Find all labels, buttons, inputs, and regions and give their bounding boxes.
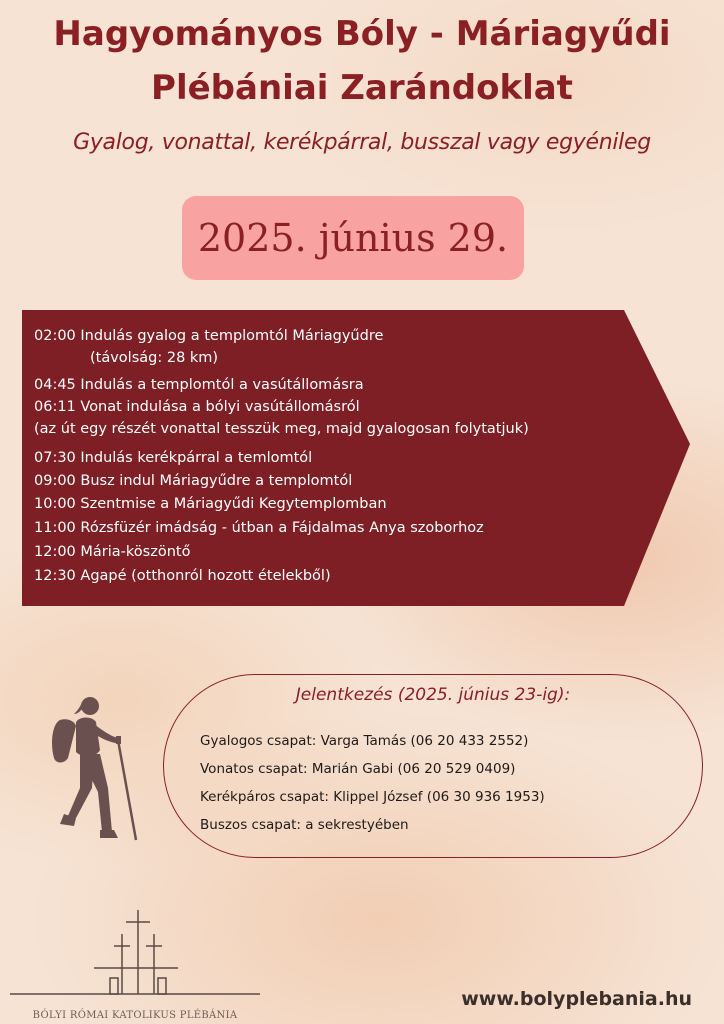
registration-title: Jelentkezés (2025. június 23-ig): <box>295 685 571 705</box>
page-title-line1: Hagyományos Bóly - Máriagyűdi <box>53 14 671 54</box>
schedule-item: 10:00 Szentmise a Máriagyűdi Kegytemplomban <box>34 496 387 512</box>
registration-box <box>163 674 703 858</box>
schedule-item: 12:30 Agapé (otthonról hozott ételekből) <box>34 568 331 584</box>
schedule-item-note: (az út egy részét vonattal tesszük meg, majd gyalogosan folytatjuk) <box>34 421 529 437</box>
schedule-item: 04:45 Indulás a templomtól a vasútállomásra <box>34 377 364 393</box>
date-box <box>182 196 524 280</box>
schedule-panel <box>22 310 704 606</box>
schedule-item-note: (távolság: 28 km) <box>90 350 219 366</box>
page-subtitle: Gyalog, vonattal, kerékpárral, busszal vagy egyénileg <box>73 130 651 155</box>
schedule-item: 12:00 Mária-köszöntő <box>34 544 191 560</box>
hiker-icon <box>46 692 146 846</box>
registration-line: Buszos csapat: a sekrestyében <box>200 817 409 833</box>
logo-text: BÓLYI RÓMAI KATOLIKUS PLÉBÁNIA <box>32 1010 238 1021</box>
page-title-line2: Plébániai Zarándoklat <box>151 68 573 108</box>
schedule-item: 11:00 Rózsfüzér imádság - útban a Fájdalmas Anya szoborhoz <box>34 520 484 536</box>
church-crosses-icon <box>10 906 260 1010</box>
registration-line: Gyalogos csapat: Varga Tamás (06 20 433 2552) <box>200 733 529 749</box>
schedule-item: 02:00 Indulás gyalog a templomtól Máriagyűdre <box>34 328 384 344</box>
website-link[interactable]: www.bolyplebania.hu <box>461 988 692 1010</box>
schedule-item: 09:00 Busz indul Máriagyűdre a templomtól <box>34 473 353 489</box>
event-date: 2025. június 29. <box>197 216 509 260</box>
parish-logo <box>10 906 260 1022</box>
registration-line: Kerékpáros csapat: Klippel József (06 30 936 1953) <box>200 789 545 805</box>
registration-line: Vonatos csapat: Marián Gabi (06 20 529 0409) <box>200 761 516 777</box>
schedule-item: 06:11 Vonat indulása a bólyi vasútállomásról <box>34 399 360 415</box>
schedule-item: 07:30 Indulás kerékpárral a temlomtól <box>34 450 313 466</box>
